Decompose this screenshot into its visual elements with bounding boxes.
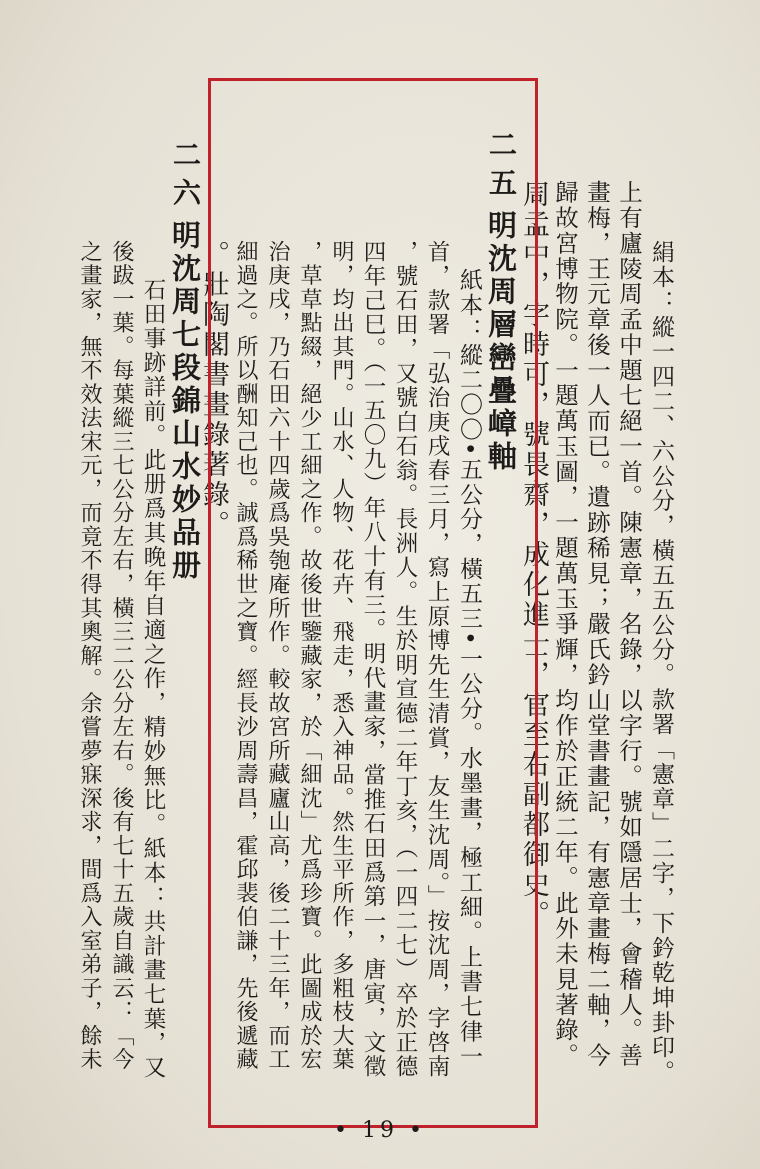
entry-26-line-1: 石田事跡詳前。此册爲其晚年自適之作，精妙無比。紙本：共計畫七葉，又 [140,278,166,1080]
prev-entry-line-1: 絹本：縱一四二、六公分，橫五五公分。款署「憲章」二字，下鈐乾坤卦印。 [648,240,674,1085]
entry-25-number: 二五 [485,130,518,206]
entry-25-line-1: 紙本：縱二〇〇•五公分，橫五三•一公分。水墨畫，極工細。上書七律一 [456,268,482,1069]
entry-25-title: 明沈周層巒疊嶂軸 [484,210,518,474]
entry-25-line-3: ，號石田，又號白石翁。長洲人。生於明宣德二年丁亥，（一四二七）卒於正德 [392,240,418,1080]
highlight-box [208,78,538,1128]
entry-26-title: 明沈周七段錦山水妙品册 [168,220,202,583]
entry-25-line-5: 明，均出其門。山水、人物、花卉、飛走，悉入神品。然生平所作，多粗枝大葉 [329,240,354,1072]
entry-25-line-6: ，草草點綴，絕少工細之作。故後世鑒藏家，於「細沈」尤爲珍寶。此圖成於宏 [297,240,322,1072]
entry-25-line-4: 四年己巳。（一五〇九）年八十有三。明代畫家，當推石田爲第一，唐寅，文徵 [360,240,386,1080]
entry-25-line-2: 首，款署「弘治庚戌春三月，寫上原博先生清賞，友生沈周。」按沈周，字啓南 [424,240,450,1080]
page-number: • 19 • [334,1118,426,1143]
prev-entry-line-4: 歸故宮博物院。一題萬玉圖，一題萬玉爭輝，均作於正統二年。此外未見著錄。 [551,180,579,1069]
prev-entry-line-5: 周孟中，字時可，號畏齋，成化進士，官至右副都御史。 [518,180,549,930]
entry-25-line-7: 治庚戌，乃石田六十四歲爲吳匏庵所作。較故宮所藏廬山高，後二十三年，而工 [265,240,290,1072]
prev-entry-line-2: 上有廬陵周孟中題七絕一首。陳憲章，名錄，以字行。號如隱居士，會稽人。善 [615,180,643,1069]
prev-entry-line-3: 畫梅，王元章後一人而已。遺跡稀見；嚴氏鈐山堂書畫記，有憲章畫梅二軸，今 [583,180,611,1069]
entry-26-line-3: 之畫家，無不效法宋元，而竟不得其奧解。余嘗夢寐深求，間爲入室弟子，餘未 [77,240,102,1072]
entry-25-line-9: 。壯陶閣書畫錄著錄。 [198,240,229,540]
entry-25-line-8: 細過之。所以酬知己也。誠爲稀世之寶。經長沙周壽昌，霍邱裴伯謙，先後遞藏 [233,240,258,1072]
entry-26-number: 二六 [169,140,202,216]
entry-26-line-2: 後跋一葉。每葉縱三七公分左右，橫三二公分左右。後有七十五歲自識云：「今 [109,240,134,1072]
